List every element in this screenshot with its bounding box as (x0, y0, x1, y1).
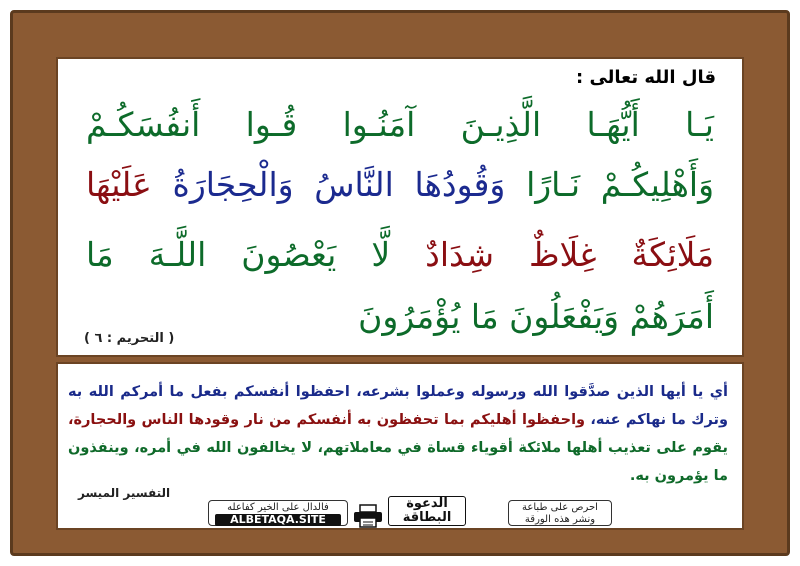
verse-line-3 (86, 233, 714, 277)
verse-segment: مَلَائِكَةٌ غِلَاظٌ شِدَادٌ (425, 235, 714, 274)
verse-segment: لَّا يَعْصُونَ اللَّـهَ مَا (86, 235, 391, 274)
tafsir-panel (56, 362, 744, 530)
footer-print-box (508, 500, 612, 526)
tafsir-part-3: يقوم على تعذيب أهلها ملائكة أقوياء قساة في معاملاتهم، لا يخالفون الله في أمره، وينفذون ما يؤمرون به. (68, 440, 728, 484)
verse-line-1 (86, 103, 714, 147)
verse-segment: وَقُودُهَا النَّاسُ وَالْحِجَارَةُ (172, 165, 506, 204)
tafsir-part-1: أي يا أيها الذين صدَّقوا الله ورسوله وعملوا بشرعه، احفظوا أنفسكم بفعل ما أمركم الله به وترك ما نهاكم عنه، (68, 384, 728, 428)
verse-panel (56, 57, 744, 357)
tafsir-text (68, 378, 728, 490)
albetaqa-logo (388, 496, 466, 526)
logo-line-2: البطاقة (402, 510, 452, 525)
printer-icon (352, 504, 384, 528)
footer-right-line-1: احرص على طباعة (522, 502, 598, 513)
tafsir-source: التفسير الميسر (78, 486, 171, 500)
verse-segment: يَـا أَيُّهَـا الَّذِيـنَ آمَنُـوا قُـوا أَنفُسَكُـمْ (86, 105, 714, 144)
intro-heading: قال الله تعالى : (575, 67, 716, 88)
verse-segment: عَلَيْهَا (86, 165, 152, 204)
verse-line-4 (358, 295, 714, 339)
footer-left-caption: فالدال على الخير كفاعله (227, 502, 329, 513)
footer-right-line-2: ونشر هذه الورقة (524, 514, 596, 525)
verse-line-2 (86, 163, 714, 207)
tafsir-part-2: واحفظوا أهليكم بما تحفظون به أنفسكم من نار وقودها الناس والحجارة، (68, 412, 586, 428)
footer-site-box (208, 500, 348, 526)
verse-segment: وَأَهْلِيكُـمْ نَـارًا (526, 165, 714, 204)
verse-citation: ( التحريم : ٦ ) (84, 331, 175, 346)
logo-line-1: الدعوة (406, 496, 448, 511)
verse-segment: أَمَرَهُمْ (629, 297, 714, 336)
site-url[interactable]: ALBETAQA.SITE (215, 514, 341, 526)
verse-segment: وَيَفْعَلُونَ مَا يُؤْمَرُونَ (358, 297, 620, 336)
